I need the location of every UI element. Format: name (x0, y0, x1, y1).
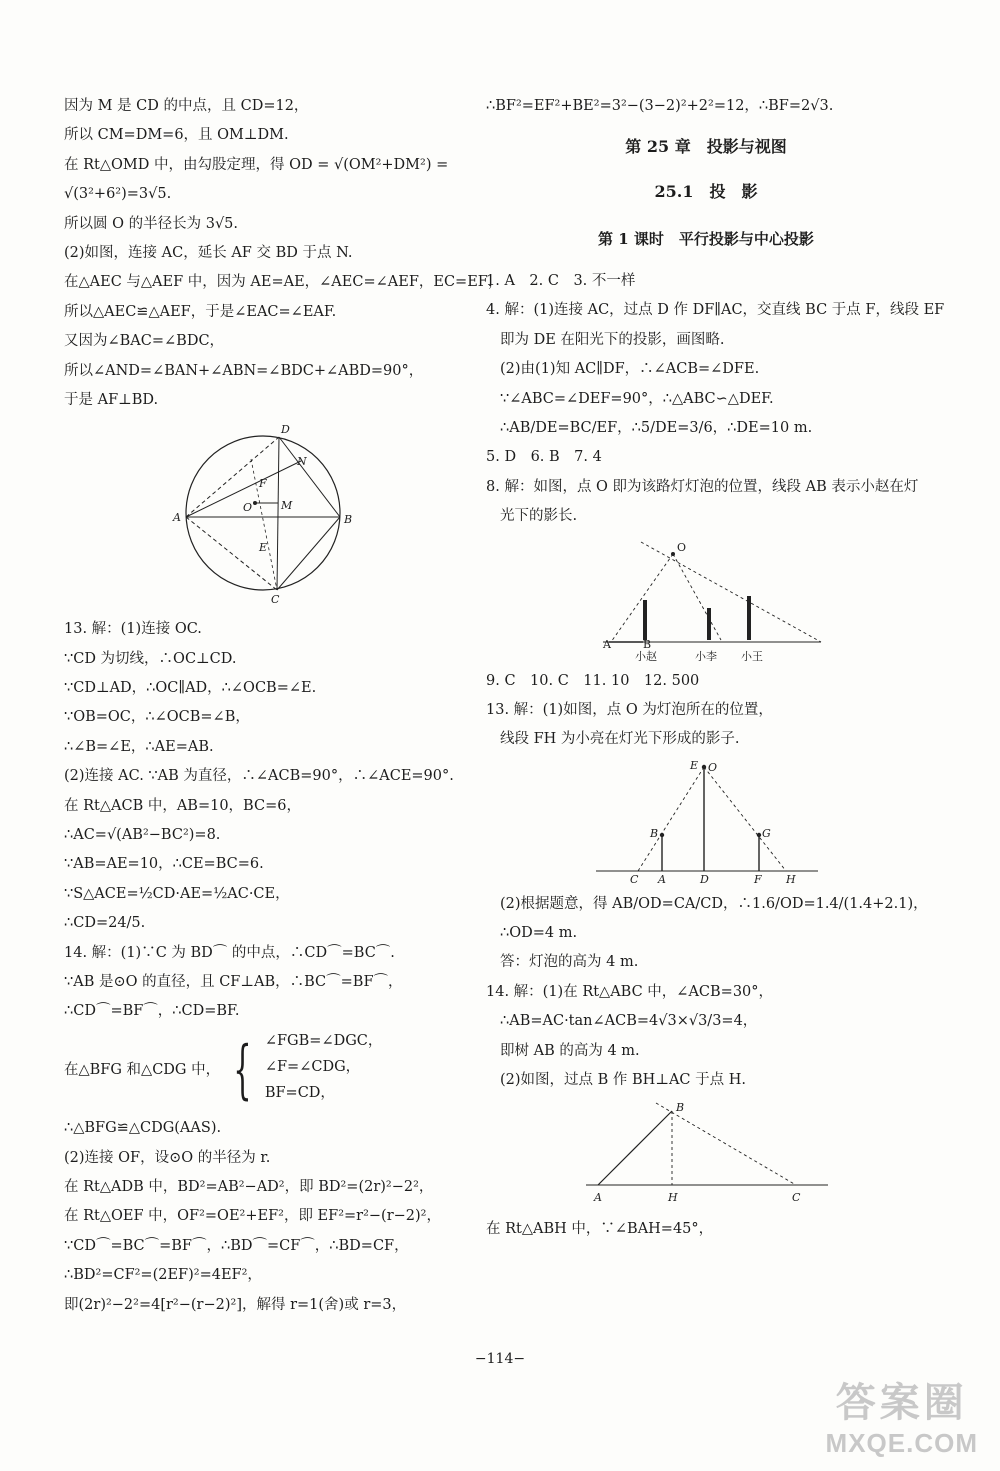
text-line: ∵∠ABC=∠DEF=90°，∴△ABC∽△DEF. (500, 390, 774, 407)
system-block (64, 1031, 468, 1109)
figure-label: O (677, 540, 687, 554)
text-line: 13. 解：(1)连接 OC. (64, 621, 202, 638)
text-line: 9. C 10. C 11. 10 12. 500 (486, 672, 700, 689)
figure-label: A (658, 872, 666, 884)
text-line: ∵OB=OC，∴∠OCB=∠B， (64, 709, 250, 726)
svg-text:OAB小赵小李小王 (602, 541, 763, 661)
figure-label: N (297, 455, 307, 469)
watermark-url: MXQE.COM (825, 1428, 978, 1458)
figure-label: B (650, 826, 659, 840)
text-line: 5. D 6. B 7. 4 (486, 449, 602, 466)
text-line: ∵AB 是⊙O 的直径，且 CF⊥AB，∴BC⌒=BF⌒， (64, 973, 403, 990)
figure-label: B (344, 513, 353, 527)
figure-label: 小王 (741, 649, 763, 661)
text-line: 14. 解：(1)∵C 为 BD⌒ 的中点，∴CD⌒=BC⌒. (64, 944, 395, 961)
text-line: 所以∠AND=∠BAN+∠ABN=∠BDC+∠ABD=90°， (64, 362, 424, 379)
figure-label: E (259, 541, 268, 555)
text-line: 在△AEC 与△AEF 中，因为 AE=AE，∠AEC=∠AEF，EC=EF， (64, 274, 503, 291)
text-line: ∴BF²=EF²+BE²=3²−(3−2)²+2²=12，∴BF=2√3. (486, 98, 834, 114)
text-line: (2)如图，过点 B 作 BH⊥AC 于点 H. (500, 1072, 746, 1089)
figure-label: C (271, 593, 280, 607)
text-line: 1. A 2. C 3. 不一样 (486, 273, 636, 289)
text-line: 即树 AB 的高为 4 m. (500, 1042, 640, 1059)
text-line: (2)连接 AC. ∵AB 为直径，∴∠ACB=90°，∴∠ACE=90°. (64, 768, 454, 785)
text-line: 在 Rt△ABH 中，∵∠BAH=45°， (486, 1221, 714, 1238)
figure-label: H (786, 872, 796, 884)
figure-label: D (700, 872, 709, 884)
text-line: 于是 AF⊥BD. (64, 391, 159, 408)
text-line: 在 Rt△OEF 中，OF²=OE²+EF²，即 EF²=r²−(r−2)²， (64, 1208, 441, 1225)
figure-label: O (243, 501, 253, 515)
text-line: 14. 解：(1)在 Rt△ABC 中，∠ACB=30°， (486, 983, 774, 1000)
text-line: ∵CD⊥AD，∴OC∥AD，∴∠OCB=∠E. (64, 680, 317, 697)
text-line: 因为 M 是 CD 的中点，且 CD=12， (64, 98, 309, 114)
text-line: ∴AB/DE=BC/EF，∴5/DE=3/6，∴DE=10 m. (500, 419, 813, 436)
system-intro: 在△BFG 和△CDG 中， (64, 1061, 221, 1078)
figure-label: O (708, 760, 718, 774)
text-line: 在 Rt△OMD 中，由勾股定理，得 OD = √(OM²+DM²) = (64, 156, 449, 173)
brace: { (233, 1032, 252, 1107)
text-line: 所以△AEC≌△AEF，于是∠EAC=∠EAF. (64, 303, 337, 320)
figure-label: A (603, 637, 611, 651)
figure-label: 小李 (695, 649, 717, 661)
light-pole-figure (586, 759, 826, 884)
text-line: ∴CD=24/5. (64, 915, 146, 932)
right-column (486, 96, 945, 1249)
text-line: 又因为∠BAC=∠BDC， (64, 333, 225, 350)
svg-text:BAHC (593, 1101, 801, 1204)
left-column (64, 96, 503, 1324)
page-number: −114− (474, 1351, 526, 1367)
figure-label: F (754, 872, 762, 884)
figure-label: A (594, 1191, 602, 1205)
figure-label: M (281, 499, 293, 513)
text-line: 所以 CM=DM=6，且 OM⊥DM. (64, 127, 289, 144)
text-line: ∵CD⌒=BC⌒=BF⌒，∴BD⌒=CF⌒，∴BD=CF， (64, 1237, 409, 1254)
text-line: ∵AB=AE=10，∴CE=BC=6. (64, 856, 264, 873)
text-line: ∴CD⌒=BF⌒，∴CD=BF. (64, 1003, 240, 1020)
text-line: ∴AB=AC·tan∠ACB=4√3×√3/3=4， (500, 1013, 758, 1030)
text-line: ∴△BFG≌△CDG(AAS). (64, 1120, 222, 1137)
text-line: ∵CD 为切线，∴OC⊥CD. (64, 650, 237, 667)
section-title: 25.1 投 影 (654, 182, 758, 201)
text-line: 答：灯泡的高为 4 m. (500, 954, 639, 971)
text-line: 在 Rt△ACB 中，AB=10，BC=6， (64, 797, 301, 814)
chapter-title: 第 25 章 投影与视图 (625, 137, 787, 156)
figure-label: C (792, 1191, 801, 1205)
text-line: (2)由(1)知 AC∥DF，∴∠ACB=∠DFE. (500, 361, 760, 378)
text-line: 所以圆 O 的半径长为 3√5. (64, 215, 239, 232)
figure-label: H (668, 1191, 678, 1205)
text-line: 在 Rt△ADB 中，BD²=AB²−AD²，即 BD²=(2r)²−2²， (64, 1178, 434, 1195)
text-line: ∴BD²=CF²=(2EF)²=4EF²， (64, 1267, 262, 1284)
text-line: ∴∠B=∠E，∴AE=AB. (64, 738, 214, 755)
text-line: 光下的影长. (500, 508, 578, 525)
lesson-title: 第 1 课时 平行投影与中心投影 (598, 230, 814, 248)
text-line: (2)如图，连接 AC，延长 AF 交 BD 于点 N. (64, 244, 353, 261)
text-line: ∠F=∠CDG， (264, 1058, 361, 1075)
tree-figure (576, 1099, 836, 1209)
text-line: ∴OD=4 m. (500, 925, 578, 942)
text-line: 线段 FH 为小亮在灯光下形成的影子. (500, 731, 740, 748)
figure-label: C (630, 872, 639, 884)
text-line: √(3²+6²)=3√5. (64, 186, 172, 203)
watermark-text: 答案圈 (835, 1379, 968, 1426)
text-line: (2)根据题意，得 AB/OD=CA/CD，∴1.6/OD=1.4/(1.4+2.1)， (500, 895, 928, 912)
text-line: ∵S△ACE=½CD·AE=½AC·CE， (64, 885, 290, 902)
figure-label: D (281, 423, 290, 437)
text-line: 13. 解：(1)如图，点 O 为灯泡所在的位置， (486, 701, 773, 718)
text-line: 8. 解：如图，点 O 即为该路灯灯泡的位置，线段 AB 表示小赵在灯 (486, 478, 919, 495)
figure-label: G (762, 826, 771, 840)
text-line: (2)连接 OF，设⊙O 的半径为 r. (64, 1149, 271, 1166)
text-line: 即为 DE 在阳光下的投影，画图略. (500, 331, 725, 348)
figure-label: E (690, 758, 699, 772)
text-line: ∴AC=√(AB²−BC²)=8. (64, 827, 221, 844)
text-line: 即(2r)²−2²=4[r²−(r−2)²]，解得 r=1(舍)或 r=3， (64, 1296, 407, 1313)
figure-label: 小赵 (635, 649, 657, 661)
figure-label: A (173, 511, 181, 525)
watermark-logo (826, 1371, 978, 1459)
figure-label: B (676, 1101, 685, 1115)
circle-figure (151, 419, 381, 609)
text-line: ∠FGB=∠DGC， (264, 1032, 383, 1049)
figure-label: B (643, 637, 652, 651)
text-line: 4. 解：(1)连接 AC，过点 D 作 DF∥AC，交直线 BC 于点 F，线段 EF (486, 302, 945, 319)
figure-label: F (259, 477, 267, 491)
streetlight-figure (581, 536, 831, 661)
text-line: BF=CD， (264, 1084, 335, 1101)
